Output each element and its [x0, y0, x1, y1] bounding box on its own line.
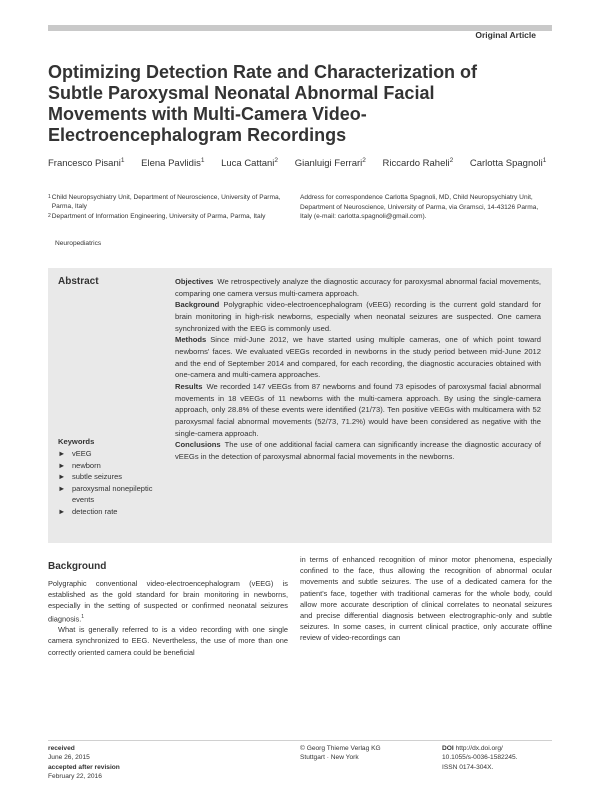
abstract-objectives: Objectives We retrospectively analyze the diagnostic accuracy for paroxysmal abnormal facial movements, comparing one camera versus multi-camera approach.: [175, 277, 541, 298]
journal-name: Neuropediatrics: [55, 240, 102, 247]
author: Luca Cattani$^2$: [221, 157, 279, 170]
bullet-icon: ►: [58, 460, 66, 470]
author: Francesco Pisani$^1$: [48, 157, 125, 170]
correspondence: [300, 193, 540, 222]
keyword-item: ► vEEG: [58, 449, 92, 458]
author: Elena Pavlidis$^1$: [141, 157, 205, 170]
keyword-item: ► newborn: [58, 460, 101, 470]
affiliations: [48, 193, 288, 221]
keyword-item: ► detection rate: [58, 506, 118, 516]
bullet-icon: ►: [58, 449, 66, 458]
section-heading: Background: [48, 561, 107, 572]
author: Carlotta Spagnoli$^1$: [469, 157, 547, 170]
abstract-conclusions: Conclusions The use of one additional facial camera can significantly increase the diagnostic accuracy of vEEGs in the detection of paroxysmal abnormal facial movements in the newborns.: [175, 440, 541, 461]
affiliation: 2 Department of Information Engineering, University of Parma, Parma, Italy: [48, 212, 266, 220]
body-paragraph: in terms of enhanced recognition of minor motor phenomena, especially confined to the face, thus allowing the recognition of abnormal ocular movements and subtle seizures. The use of a dedicated camera for the patient's face, together with traditional cameras for the whole body, could allow more accurate description of clinical correlates to neonatal seizures and precise differential diagnosis between electrographic-only and subtle seizures. In some cases, in current clinical practice, only accurate offline review of video-recordings can: [300, 555, 552, 643]
abstract-results: Results We recorded 147 vEEGs from 87 newborns and found 73 episodes of paroxysmal facial abnormal movements in 18 vEEGs of 11 newborns with the multi-camera approach. By using the single-camera approach, only 28.8% of these events were identified (21/73). Ten positive vEEGs with multicamera with 52 paroxysmal facial abnormal movements (52/73, 71.2%) would have been considered as negative with the single-camera approach.: [175, 381, 541, 438]
keywords-heading: Keywords: [58, 437, 95, 446]
keyword-item: ► paroxysmal nonepileptic events: [58, 483, 153, 505]
article-title: Optimizing Detection Rate and Characterization of Subtle Paroxysmal Neonatal Abnormal Facial Movements with Multi-Camera Video-Electroencephalogram Recordings: [48, 62, 478, 145]
abstract-text: [175, 276, 541, 463]
keywords-list: [58, 448, 172, 518]
abstract-methods: Methods Since mid-June 2012, we have started using multiple cameras, one of which point toward newborns' faces. We evaluated vEEGs recorded in newborns in the study period between mid-June 2012 and the end of September 2014 and compared, for each recording, the diagnostic accuracies obtained with one-camera and multi-camera approaches.: [175, 335, 541, 380]
abstract-background: Background Polygraphic video-electroencephalogram (vEEG) recording is the current gold standard for brain monitoring in high-risk newborns, especially when neonatal seizures are suspected. One camera synchronized with the EEG is commonly used.: [175, 300, 541, 333]
author-list: [48, 157, 568, 169]
footer-doi: DOI http://dx.doi.org/ 10.1055/s-0036-1582245. ISSN 0174-304X.: [442, 745, 518, 771]
bullet-icon: ►: [58, 483, 66, 493]
footer-rule: [48, 740, 552, 741]
author: Riccardo Raheli$^2$: [382, 157, 454, 170]
abstract-heading: Abstract: [58, 276, 99, 287]
author: Gianluigi Ferrari$^2$: [294, 157, 366, 170]
body-paragraph: Polygraphic conventional video-electroencephalogram (vEEG) is established as the gold standard for brain monitoring in newborns, especially in the setting of suspected or confirmed neonatal seizures diagnosis.$^1$: [48, 579, 288, 624]
bullet-icon: ►: [58, 472, 66, 482]
body-column-left: [48, 578, 288, 658]
footer-publisher: © Georg Thieme Verlag KG Stuttgart · New York: [300, 745, 381, 762]
bullet-icon: ►: [58, 506, 66, 516]
body-column-right: [300, 554, 552, 644]
section-tag: Original Article: [475, 30, 536, 40]
keyword-item: ► subtle seizures: [58, 472, 123, 482]
correspondence-label: Address for correspondence: [300, 194, 383, 201]
footer-dates: received June 26, 2015 accepted after revision February 22, 2016: [48, 745, 120, 781]
correspondence-text: Carlotta Spagnoli, MD, Child Neuropsychiatry Unit, Department of Neuroscience, University of Parma, via Gramsci, 14-43126 Parma, Italy (e-mail: carlotta.spagnoli@gmail.com).: [300, 194, 539, 221]
body-paragraph: What is generally referred to is a video recording with one single camera synchronized to EEG. Nevertheless, the use of more than one correctly oriented camera could be beneficial: [48, 625, 288, 657]
affiliation: 1 Child Neuropsychiatry Unit, Department of Neuroscience, University of Parma, Parma, Italy: [48, 194, 281, 211]
